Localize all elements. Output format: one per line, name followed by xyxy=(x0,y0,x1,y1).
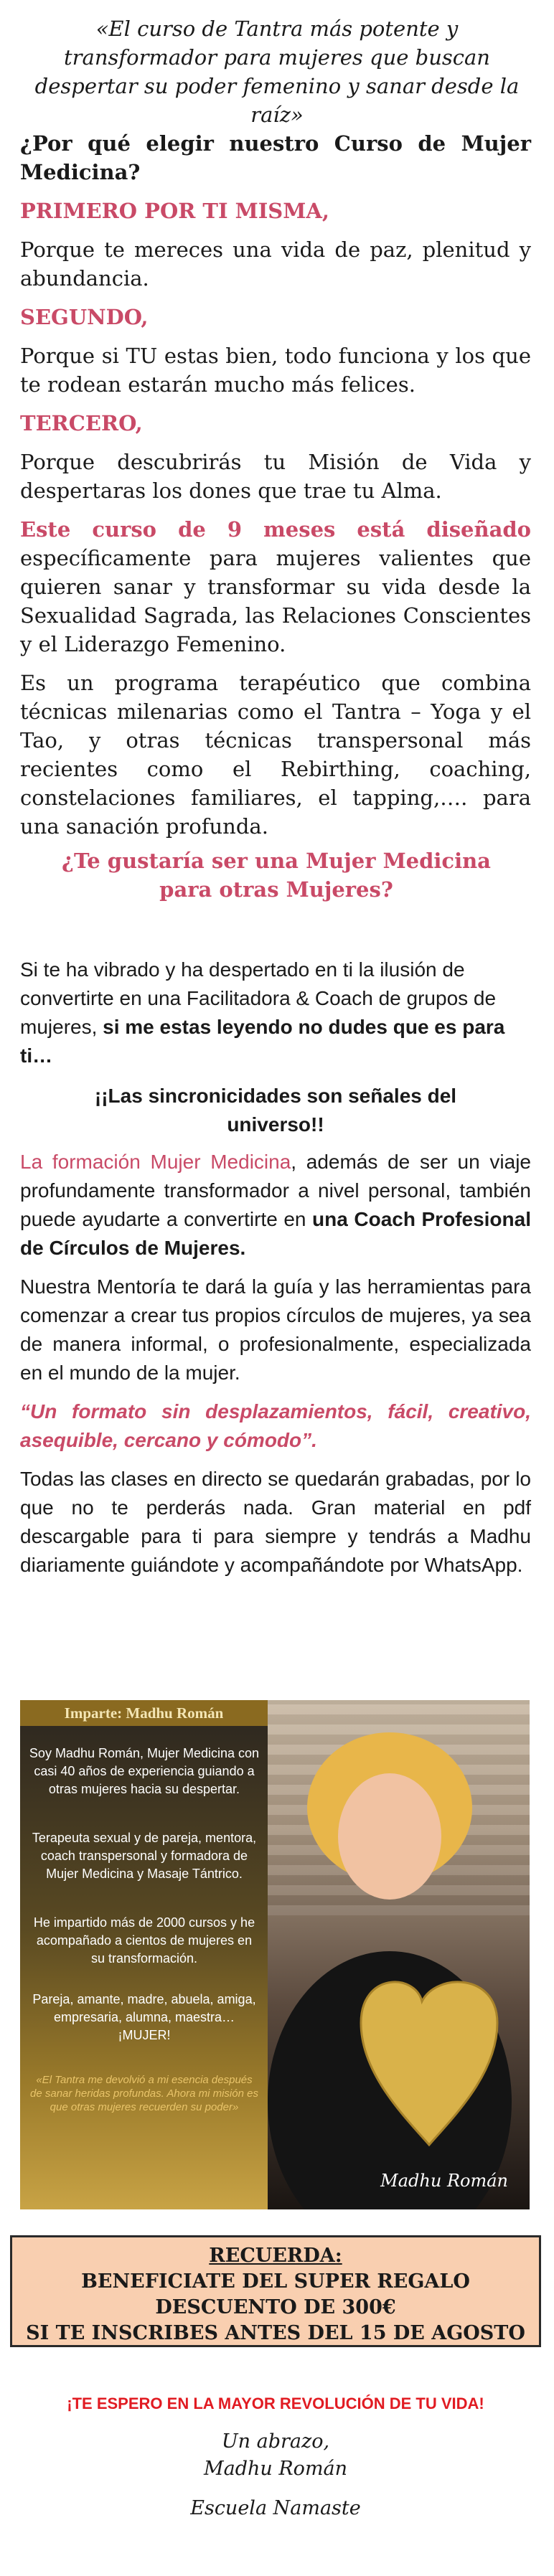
program-text: Es un programa terapéutico que combina técnicas milenarias como el Tantra – Yoga y el Tao, y otras técnicas transpersonal más recientes como el Rebirthing, coaching, constelaciones familiares, el tapping,…. para una sanación profunda. xyxy=(20,671,531,839)
classes-text: Todas las clases en directo se quedarán grabadas, por lo que no te perderás nada. Gran material en pdf descargable para ti para siempre y tendrás a Madhu diariamente guiándote y acompañándote por WhatsApp. xyxy=(20,1468,531,1576)
reason-3-text: Porque descubrirás tu Misión de Vida y despertaras los dones que trae tu Alma. xyxy=(20,450,531,503)
reminder-title: RECUERDA: xyxy=(209,2245,342,2267)
closing-name: Madhu Román xyxy=(203,2458,348,2480)
card-paragraph-1: Soy Madhu Román, Mujer Medicina con casi 40 años de experiencia guiando a otras mujeres hacia su despertar. xyxy=(29,1746,260,1796)
card-banner: Imparte: Madhu Román xyxy=(20,1700,268,1726)
card-paragraph-2: Terapeuta sexual y de pareja, mentora, coach transpersonal y formadora de Mujer Medicina y Masaje Tántrico. xyxy=(32,1831,257,1881)
instructor-card xyxy=(20,1700,530,2209)
vibrate-plain: Si te ha vibrado y ha despertado en ti la ilusión de convertirte en una Facilitadora & Coach de grupos de mujeres, xyxy=(20,958,497,1038)
portrait-illustration xyxy=(268,1700,530,2209)
course-lead: Este curso de 9 meses está diseñado xyxy=(20,517,531,542)
reason-2-label: SEGUNDO, xyxy=(20,305,149,329)
card-paragraph-3: He impartido más de 2000 cursos y he acompañado a cientos de mujeres en su transformación. xyxy=(33,1915,255,1966)
formation-plain: , además de ser un viaje profundamente transformador a nivel personal, también puede ayudarte a convertirte en xyxy=(20,1151,531,1230)
reminder-line-1: BENEFICIATE DEL SUPER REGALO xyxy=(81,2270,470,2293)
formation-text xyxy=(20,1148,531,1263)
why-title: ¿Por qué elegir nuestro Curso de Mujer Medicina? xyxy=(20,131,531,184)
closing-school: Escuela Namaste xyxy=(190,2497,361,2519)
reason-2-text: Porque si TU estas bien, todo funciona y los que te rodean estarán mucho más felices. xyxy=(20,344,531,397)
reminder-line-3: SI TE INSCRIBES ANTES DEL 15 DE AGOSTO xyxy=(26,2322,525,2344)
course-description xyxy=(20,515,531,659)
format-quote: “Un formato sin desplazamientos, fácil, creativo, asequible, cercano y cómodo”. xyxy=(20,1400,531,1451)
vibrate-text xyxy=(20,956,531,1070)
sync-title: ¡¡Las sincronicidades son señales del universo!! xyxy=(94,1085,457,1136)
vibrate-section xyxy=(20,956,531,1580)
formation-lead: La formación Mujer Medicina xyxy=(20,1151,291,1173)
reason-3-label: TERCERO, xyxy=(20,411,143,435)
course-rest: específicamente para mujeres valientes que quieren sanar y transformar su vida desde la Sexualidad Sagrada, las Relaciones Conscientes y el Liderazgo Femenino. xyxy=(20,546,531,656)
reason-1-text: Porque te mereces una vida de paz, plenitud y abundancia. xyxy=(20,237,531,291)
card-paragraph-4: Pareja, amante, madre, abuela, amiga, empresaria, alumna, maestra… ¡MUJER! xyxy=(32,1992,256,2042)
closing-headline: ¡TE ESPERO EN LA MAYOR REVOLUCIÓN DE TU VIDA! xyxy=(67,2395,484,2412)
intro-quote: «El curso de Tantra más potente y transformador para mujeres que buscan despertar su poder femenino y sanar desde la raíz» xyxy=(34,16,520,127)
formation-bold: una Coach Profesional de Círculos de Mujeres. xyxy=(20,1208,531,1259)
question-heading: ¿Te gustaría ser una Mujer Medicina para otras Mujeres? xyxy=(62,849,491,902)
mentoring-text: Nuestra Mentoría te dará la guía y las herramientas para comenzar a crear tus propios círculos de mujeres, ya sea de manera informal, o profesionalmente, especializada en el mundo de la mujer. xyxy=(20,1275,531,1384)
reminder-box xyxy=(10,2235,541,2347)
vibrate-bold: si me estas leyendo no dudes que es para ti… xyxy=(20,1016,505,1067)
closing-farewell: Un abrazo, xyxy=(221,2430,330,2453)
reason-1-label: PRIMERO POR TI MISMA, xyxy=(20,199,329,223)
card-quote: «El Tantra me devolvió a mi esencia después de sanar heridas profundas. Ahora mi misión es que otras mujeres recuerden su poder» xyxy=(30,2074,258,2113)
signature: Madhu Román xyxy=(380,2171,508,2191)
reminder-line-2: DESCUENTO DE 300€ xyxy=(155,2296,396,2318)
why-section xyxy=(20,129,531,841)
